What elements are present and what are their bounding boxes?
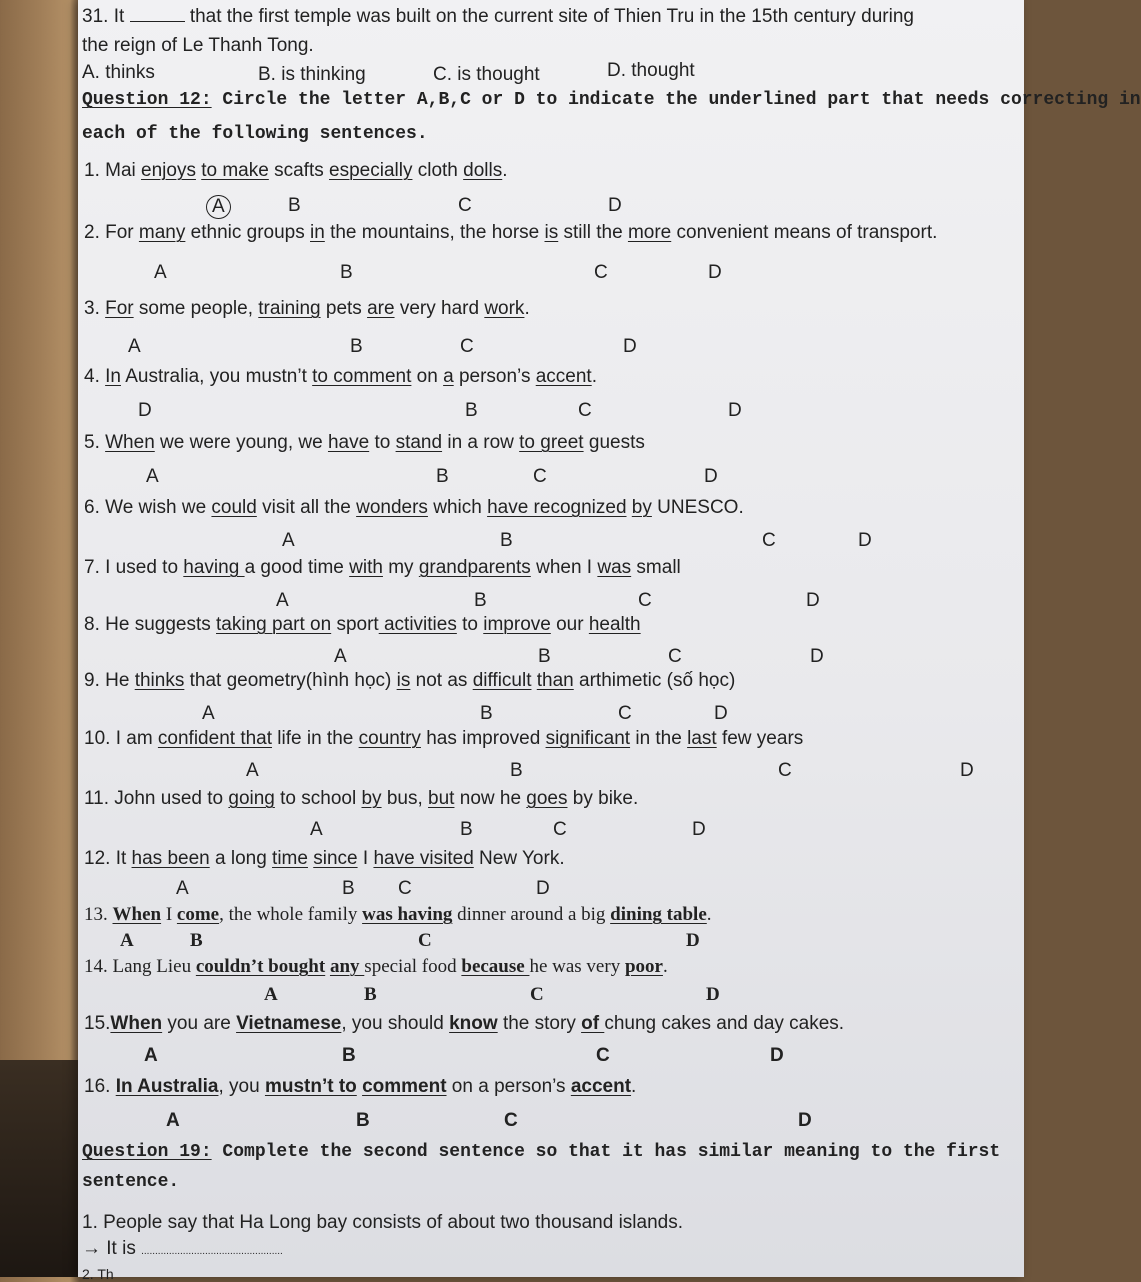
q19-item-1: 1. People say that Ha Long bay consists of about two thousand islands. — [82, 1212, 683, 1233]
sentence-text: bus, — [381, 788, 429, 809]
sentence-6 — [84, 497, 744, 519]
underlined-part: work — [484, 298, 525, 319]
answer-blank[interactable] — [130, 21, 185, 22]
underlined-part: last — [687, 728, 717, 749]
sentence-text: you are — [162, 1013, 237, 1034]
option-label-a[interactable]: A — [334, 646, 347, 667]
underlined-part: training — [258, 298, 321, 319]
sentence-text: . — [502, 160, 508, 181]
sentence-2 — [84, 222, 937, 244]
q31-option-d[interactable]: D. thought — [607, 60, 695, 81]
underlined-part: going — [228, 788, 275, 809]
sentence-text: chung cakes and day cakes. — [604, 1013, 845, 1034]
option-label-c[interactable]: C — [778, 760, 792, 781]
option-label-d[interactable]: D — [770, 1045, 784, 1066]
underlined-part: thinks — [134, 670, 185, 691]
sentence-text: he was very — [529, 956, 625, 977]
option-label-a[interactable]: D — [138, 400, 152, 421]
sentence-8 — [84, 614, 641, 636]
underlined-part: grandparents — [418, 557, 531, 578]
underlined-part: dolls — [463, 160, 503, 181]
sentence-text: a good time — [244, 557, 350, 578]
option-label-c[interactable]: C — [596, 1045, 610, 1066]
question-12-heading-line2: each of the following sentences. — [82, 124, 428, 144]
option-label-c[interactable]: C — [618, 703, 632, 724]
sentence-text: person’s — [453, 366, 536, 387]
sentence-text: 2. For — [84, 222, 139, 243]
option-label-c[interactable]: C — [638, 590, 652, 611]
sentence-text: 4. — [84, 366, 106, 387]
sentence-text: arthimetic (số học) — [573, 670, 736, 691]
sentence-text: . — [631, 1076, 637, 1097]
sentence-text: has improved — [420, 728, 546, 749]
option-label-d[interactable]: D — [692, 819, 706, 840]
option-label-b[interactable]: B — [500, 530, 513, 551]
option-label-d[interactable]: D — [708, 262, 722, 283]
underlined-part: Vietnamese — [236, 1013, 342, 1034]
option-label-c[interactable]: C — [530, 984, 544, 1005]
underlined-part: with — [349, 557, 383, 578]
option-label-d[interactable]: D — [810, 646, 824, 667]
option-label-a[interactable]: A — [154, 262, 167, 283]
option-label-b[interactable]: B — [510, 760, 523, 781]
underlined-part: When — [112, 904, 162, 925]
underlined-part: was — [597, 557, 632, 578]
underlined-part: have — [327, 432, 370, 453]
q31-option-a[interactable]: A. thinks — [82, 62, 155, 83]
underlined-part: stand — [395, 432, 443, 453]
option-label-a[interactable]: A — [282, 530, 295, 551]
sentence-text: , you — [218, 1076, 265, 1097]
option-label-b[interactable]: B — [465, 400, 478, 421]
sentence-text: 12. It — [84, 848, 132, 869]
sentence-4 — [84, 366, 597, 388]
sentence-12 — [84, 848, 565, 870]
sentence-text: not as — [410, 670, 473, 691]
option-label-b[interactable]: B — [364, 984, 377, 1005]
sentence-text: scafts — [268, 160, 330, 181]
sentence-text: I — [161, 904, 177, 925]
sentence-text: which — [427, 497, 488, 518]
underlined-part: any — [329, 956, 365, 977]
underlined-part: activities — [378, 614, 457, 635]
sentence-13 — [84, 904, 712, 926]
underlined-part: improve — [483, 614, 551, 635]
sentence-text: 9. He — [84, 670, 135, 691]
underlined-part: significant — [545, 728, 631, 749]
sentence-14 — [84, 956, 668, 978]
option-label-c[interactable]: C — [668, 646, 682, 667]
option-label-d[interactable]: D — [704, 466, 718, 487]
option-label-b[interactable]: B — [342, 1045, 356, 1066]
underlined-part: goes — [526, 788, 568, 809]
underlined-part: country — [358, 728, 421, 749]
sentence-3 — [84, 298, 530, 320]
underlined-part: comment — [362, 1076, 447, 1097]
sentence-text: I — [357, 848, 374, 869]
underlined-part: enjoys — [141, 160, 196, 181]
underlined-part: more — [627, 222, 672, 243]
option-label-d[interactable]: D — [686, 930, 700, 951]
sentence-text: . — [591, 366, 597, 387]
option-label-c[interactable]: C — [458, 195, 472, 216]
option-label-d[interactable]: D — [728, 400, 742, 421]
underlined-part: have visited — [373, 848, 474, 869]
underlined-part: having — [183, 557, 245, 578]
option-label-a[interactable]: A — [120, 930, 134, 951]
option-label-c[interactable]: C — [553, 819, 567, 840]
sentence-text: 3. — [84, 298, 106, 319]
sentence-text: a long — [209, 848, 273, 869]
option-label-b[interactable]: B — [436, 466, 449, 487]
option-label-d[interactable]: D — [536, 878, 550, 899]
underlined-part: For — [105, 298, 134, 319]
option-label-a[interactable]: A — [128, 336, 141, 357]
answer-blank[interactable]: ................................................... — [141, 1246, 283, 1257]
option-label-b[interactable]: B — [460, 819, 473, 840]
sentence-7 — [84, 557, 681, 579]
option-label-a[interactable]: A — [246, 760, 259, 781]
sentence-text: dinner around a big — [452, 904, 611, 925]
underlined-part: time — [272, 848, 308, 869]
option-label-c[interactable]: C — [578, 400, 592, 421]
option-label-c[interactable]: C — [504, 1110, 518, 1131]
sentence-text: by bike. — [567, 788, 639, 809]
sentence-text: some people, — [133, 298, 259, 319]
sentence-11 — [84, 788, 638, 810]
underlined-part: know — [449, 1013, 498, 1034]
underlined-part: poor — [624, 956, 663, 977]
q31-option-c[interactable]: C. is thought — [433, 64, 540, 85]
sentence-text: , the whole family — [219, 904, 363, 925]
sentence-text: in a row — [442, 432, 520, 453]
option-label-c[interactable]: C — [460, 336, 474, 357]
option-label-b[interactable]: B — [342, 878, 355, 899]
underlined-part: is — [544, 222, 559, 243]
underlined-part: couldn’t bought — [195, 956, 326, 977]
sentence-text: New York. — [473, 848, 565, 869]
option-label-a[interactable]: A — [276, 590, 289, 611]
sentence-10 — [84, 728, 803, 750]
option-label-c[interactable]: C — [762, 530, 776, 551]
sentence-text: on a person’s — [446, 1076, 571, 1097]
table-background — [0, 1060, 80, 1277]
sentence-9 — [84, 670, 735, 692]
underlined-part: to make — [201, 160, 269, 181]
option-label-c[interactable]: C — [398, 878, 412, 899]
sentence-text: 5. — [84, 432, 106, 453]
sentence-text: . — [524, 298, 530, 319]
sentence-text: 11. John used to — [84, 788, 229, 809]
underlined-part: by — [631, 497, 652, 518]
underlined-part: than — [536, 670, 574, 691]
option-label-a[interactable]: A — [166, 1110, 180, 1131]
underlined-part: has been — [131, 848, 210, 869]
sentence-5 — [84, 432, 645, 454]
sentence-text: visit all the — [256, 497, 357, 518]
option-label-b[interactable]: B — [288, 195, 301, 216]
sentence-text: UNESCO. — [651, 497, 744, 518]
option-label-c[interactable]: C — [418, 930, 432, 951]
underlined-part: In — [105, 366, 121, 387]
sentence-text: , you should — [341, 1013, 450, 1034]
option-label-a[interactable]: A — [310, 819, 323, 840]
sentence-text: . — [706, 904, 712, 925]
sentence-text: 10. I am — [84, 728, 158, 749]
underlined-part: accent — [570, 1076, 632, 1097]
sentence-text: our — [550, 614, 589, 635]
option-label-a[interactable]: A — [146, 466, 159, 487]
sentence-text: the mountains, the horse — [324, 222, 545, 243]
option-label-d[interactable]: D — [714, 703, 728, 724]
sentence-text: sport — [331, 614, 379, 635]
option-label-a[interactable]: A — [264, 984, 278, 1005]
underlined-part: to greet — [519, 432, 584, 453]
underlined-part: In Australia — [115, 1076, 219, 1097]
option-label-d[interactable]: D — [960, 760, 974, 781]
underlined-part: many — [138, 222, 186, 243]
question-12-heading: Question 12: Circle the letter A,B,C or D to indicate the underlined part that needs correcting in — [82, 90, 1141, 110]
underlined-part: especially — [329, 160, 413, 181]
sentence-text: . — [662, 956, 668, 977]
underlined-part: have recognized — [487, 497, 627, 518]
underlined-part: because — [461, 956, 530, 977]
underlined-part: was having — [362, 904, 453, 925]
sentence-text: 13. — [84, 904, 113, 925]
question-19-heading: Question 19: Complete the second sentence so that it has similar meaning to the first — [82, 1142, 1001, 1162]
underlined-part: in — [310, 222, 325, 243]
sentence-text: when I — [530, 557, 598, 578]
option-label-a[interactable]: A — [202, 703, 215, 724]
underlined-part: dining table — [610, 904, 707, 925]
option-label-b[interactable]: B — [474, 590, 487, 611]
underlined-part: could — [211, 497, 257, 518]
option-label-c[interactable]: C — [594, 262, 608, 283]
question-19-heading-line2: sentence. — [82, 1172, 180, 1192]
sentence-text: 7. I used to — [84, 557, 184, 578]
underlined-part: wonders — [356, 497, 428, 518]
q31-line1: 31. It that the first temple was built on the current site of Thien Tru in the 15th century during — [82, 6, 914, 27]
underlined-part: confident that — [157, 728, 273, 749]
option-label-d[interactable]: D — [706, 984, 720, 1005]
q31-option-b[interactable]: B. is thinking — [258, 64, 366, 85]
sentence-text: convenient means of transport. — [671, 222, 938, 243]
q19-answer-line: → It is ................................................... — [82, 1238, 283, 1259]
option-label-d[interactable]: D — [806, 590, 820, 611]
sentence-text: that geometry(hình học) — [184, 670, 397, 691]
option-label-b[interactable]: B — [480, 703, 493, 724]
option-label-d[interactable]: D — [858, 530, 872, 551]
option-label-d[interactable]: D — [608, 195, 622, 216]
underlined-part: a — [443, 366, 454, 387]
underlined-part: When — [110, 1013, 163, 1034]
sentence-text: to — [369, 432, 396, 453]
sentence-text: very hard — [394, 298, 485, 319]
sentence-1 — [84, 160, 508, 182]
option-label-b[interactable]: B — [190, 930, 203, 951]
underlined-part: to comment — [312, 366, 412, 387]
sentence-text: Australia, you mustn’t — [120, 366, 313, 387]
sentence-text: 6. We wish we — [84, 497, 212, 518]
sentence-text: 14. Lang Lieu — [84, 956, 196, 977]
underlined-part: When — [105, 432, 155, 453]
option-label-d[interactable]: D — [798, 1110, 812, 1131]
sentence-text: guests — [583, 432, 645, 453]
sentence-text: small — [631, 557, 681, 578]
option-label-b[interactable]: B — [340, 262, 353, 283]
option-label-a[interactable]: A — [176, 878, 189, 899]
option-label-b[interactable]: B — [356, 1110, 370, 1131]
worksheet-page — [78, 0, 1141, 1282]
sentence-text: pets — [320, 298, 368, 319]
underlined-part: mustn’t to — [264, 1076, 357, 1097]
option-label-d[interactable]: D — [623, 336, 637, 357]
sentence-text: 15. — [84, 1013, 111, 1034]
underlined-part: accent — [535, 366, 592, 387]
option-label-b[interactable]: B — [350, 336, 363, 357]
underlined-part: since — [313, 848, 358, 869]
sentence-text: special food — [364, 956, 462, 977]
sentence-text: now he — [454, 788, 527, 809]
option-label-c[interactable]: C — [533, 466, 547, 487]
underlined-part: of — [581, 1013, 605, 1034]
sentence-text: few years — [716, 728, 804, 749]
sentence-text: to school — [274, 788, 362, 809]
q19-item-2-fragment: 2. Th — [82, 1266, 114, 1282]
sentence-text: 1. Mai — [84, 160, 142, 181]
sentence-text: ethnic groups — [185, 222, 311, 243]
option-label-a[interactable]: A — [206, 195, 231, 219]
option-label-a[interactable]: A — [144, 1045, 158, 1066]
sentence-text: to — [456, 614, 484, 635]
underlined-part: come — [176, 904, 220, 925]
sentence-text: on — [411, 366, 444, 387]
sentence-text: 8. He suggests — [84, 614, 217, 635]
underlined-part: are — [367, 298, 395, 319]
sentence-text: still the — [558, 222, 628, 243]
q31-line2: the reign of Le Thanh Tong. — [82, 35, 314, 56]
underlined-part: by — [361, 788, 382, 809]
underlined-part: health — [588, 614, 641, 635]
underlined-part: is — [396, 670, 411, 691]
sentence-text: 16. — [84, 1076, 116, 1097]
sentence-text: we were young, we — [154, 432, 328, 453]
sentence-text: in the — [630, 728, 688, 749]
underlined-part: but — [428, 788, 455, 809]
sentence-text: the story — [497, 1013, 582, 1034]
sentence-15 — [84, 1013, 844, 1035]
option-label-b[interactable]: B — [538, 646, 551, 667]
sentence-text: life in the — [272, 728, 359, 749]
sentence-text: my — [382, 557, 419, 578]
sentence-16 — [84, 1076, 636, 1098]
sentence-text: cloth — [412, 160, 464, 181]
underlined-part: taking part on — [216, 614, 332, 635]
underlined-part: difficult — [472, 670, 532, 691]
